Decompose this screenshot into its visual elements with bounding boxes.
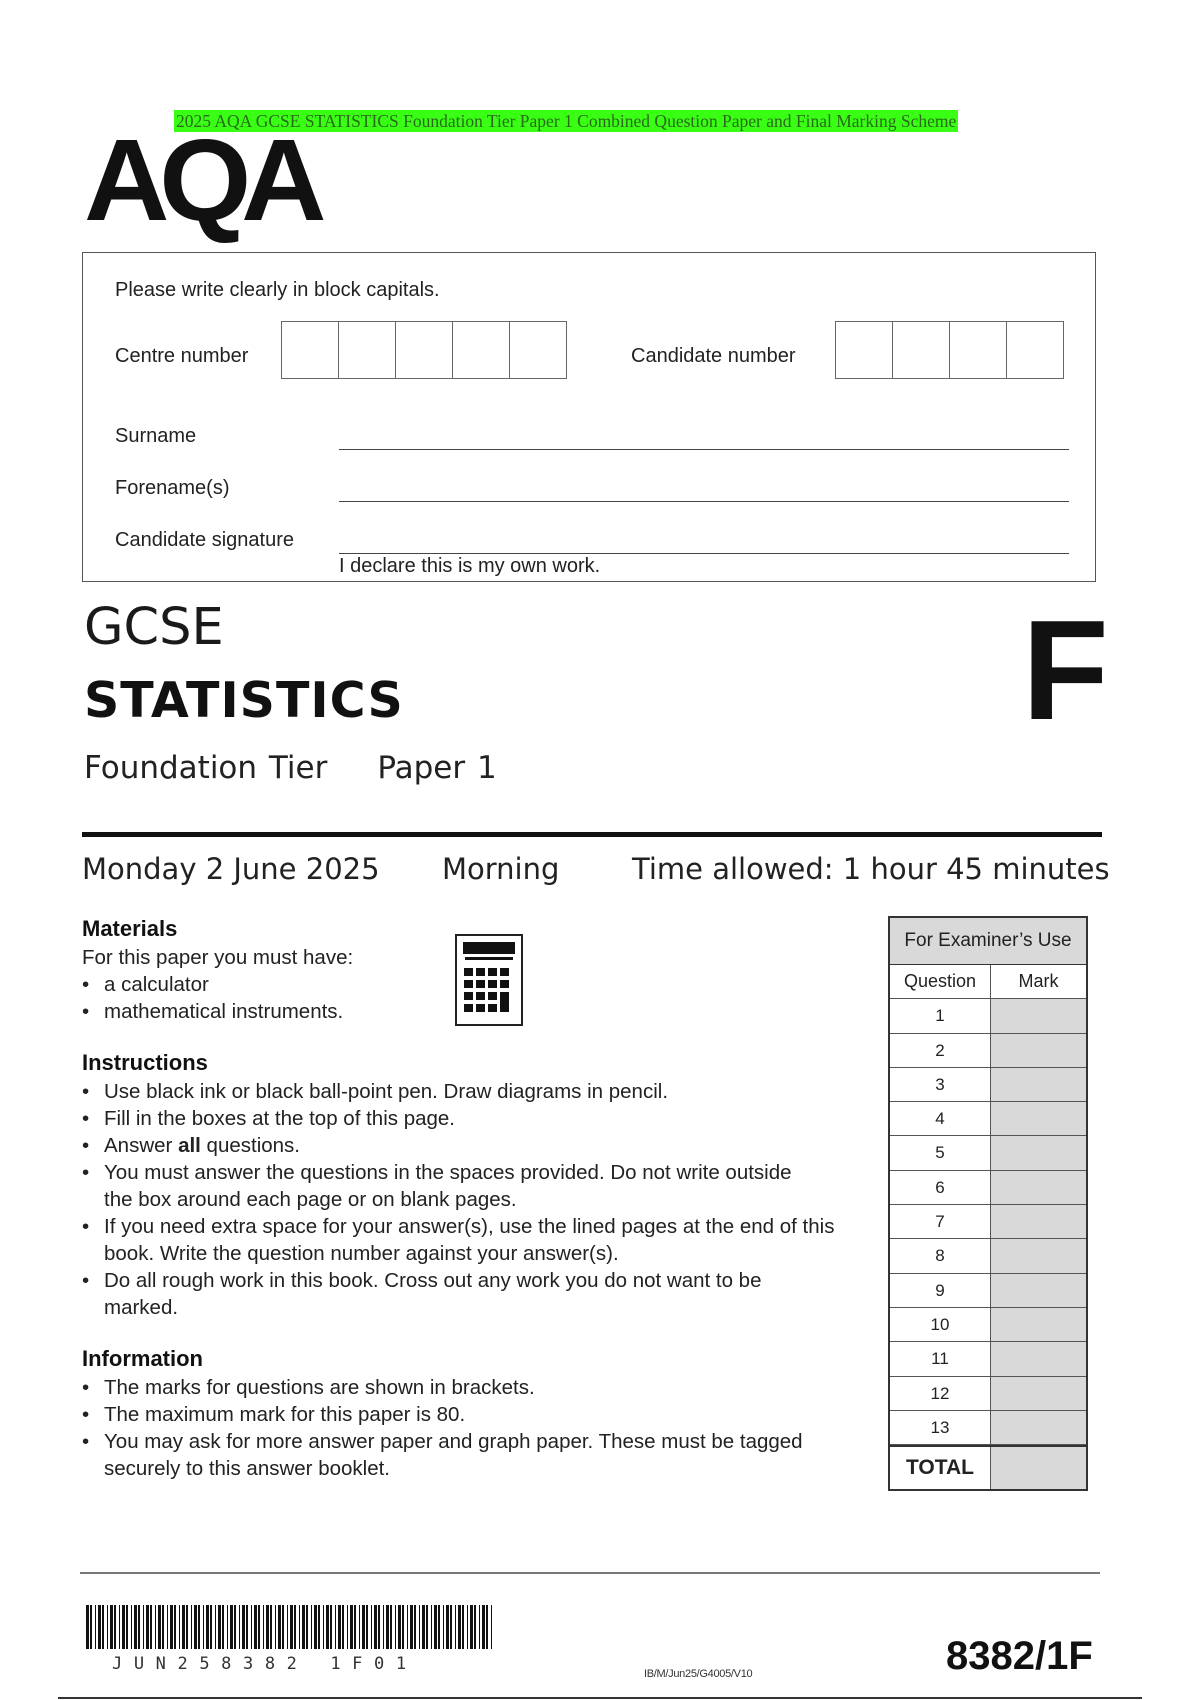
question-number-cell: 11 (890, 1342, 991, 1375)
table-row (890, 1171, 1086, 1205)
list-item: • Use black ink or black ball-point pen. Draw diagrams in pencil. (82, 1078, 862, 1105)
question-number-cell: 12 (890, 1377, 991, 1410)
barcode-bar (366, 1605, 368, 1649)
barcode-bar (234, 1605, 236, 1649)
barcode-bar (242, 1605, 245, 1649)
barcode-bar (194, 1605, 197, 1649)
time-allowed: Time allowed: 1 hour 45 minutes (632, 852, 1110, 886)
examiner-table-header (890, 965, 1086, 999)
barcode-bar (350, 1605, 353, 1649)
barcode-bar (482, 1605, 485, 1649)
tier-paper-line (84, 750, 497, 786)
barcode-bar (162, 1605, 164, 1649)
declaration-text: I declare this is my own work. (339, 555, 601, 577)
barcode-bar (287, 1605, 288, 1649)
barcode-bar (294, 1605, 296, 1649)
barcode-bar (182, 1605, 185, 1649)
barcode-bar (131, 1605, 132, 1649)
barcode-bar (302, 1605, 305, 1649)
barcode-bar (354, 1605, 356, 1649)
question-number-cell: 5 (890, 1136, 991, 1169)
barcode-bar (390, 1605, 392, 1649)
barcode-bar (218, 1605, 221, 1649)
centre-digit-box[interactable] (510, 322, 566, 378)
barcode-bar (402, 1605, 404, 1649)
barcode-bar (227, 1605, 228, 1649)
question-number-cell: 8 (890, 1239, 991, 1272)
barcode-bar (383, 1605, 384, 1649)
centre-digit-box[interactable] (339, 322, 396, 378)
candidate-digit-box[interactable] (893, 322, 950, 378)
barcode-bar (486, 1605, 488, 1649)
materials-list (82, 971, 442, 1025)
table-row (890, 1102, 1086, 1136)
barcode-bar (362, 1605, 365, 1649)
question-number-cell: 2 (890, 1034, 991, 1067)
barcode-bar (215, 1605, 216, 1649)
barcode-bar (179, 1605, 180, 1649)
table-row (890, 1239, 1086, 1273)
barcode-bar (434, 1605, 437, 1649)
information-heading: Information (82, 1346, 203, 1371)
barcode-bar (222, 1605, 224, 1649)
barcode-bar (150, 1605, 152, 1649)
barcode-bar (266, 1605, 269, 1649)
barcode-bar (114, 1605, 116, 1649)
signature-label: Candidate signature (115, 529, 295, 551)
barcode-bar (258, 1605, 260, 1649)
mark-cell (991, 1377, 1086, 1410)
subject-title: STATISTICS (84, 672, 404, 729)
mark-cell (991, 1205, 1086, 1238)
information-list (82, 1374, 842, 1482)
mark-cell (991, 1034, 1086, 1067)
barcode-bar (275, 1605, 276, 1649)
barcode-bar (359, 1605, 360, 1649)
mark-cell (991, 1136, 1086, 1169)
centre-digit-box[interactable] (396, 322, 453, 378)
barcode-bar (306, 1605, 308, 1649)
mark-cell (991, 1171, 1086, 1204)
barcode-bar (491, 1605, 492, 1649)
barcode-bar (239, 1605, 240, 1649)
barcode-bar (251, 1605, 252, 1649)
table-row (890, 1342, 1086, 1376)
list-item: • Fill in the boxes at the top of this page. (82, 1105, 862, 1132)
list-item: • mathematical instruments. (82, 998, 442, 1025)
list-item: • The marks for questions are shown in brackets. (82, 1374, 842, 1401)
barcode-bar (450, 1605, 452, 1649)
mark-cell (991, 1102, 1086, 1135)
barcode-bar (419, 1605, 420, 1649)
total-mark-cell (991, 1447, 1086, 1489)
list-item: • You may ask for more answer paper and graph paper. These must be tagged securely to this answer booklet. (82, 1428, 844, 1482)
aqa-logo: AQA (84, 115, 317, 245)
barcode-bar (371, 1605, 372, 1649)
barcode-bar (470, 1605, 473, 1649)
tier-letter: F (1022, 591, 1109, 750)
paper-code: 8382/1F (946, 1634, 1093, 1678)
table-row (890, 999, 1086, 1033)
total-row (890, 1445, 1086, 1489)
barcode-bar (458, 1605, 461, 1649)
exam-date: Monday 2 June 2025 (82, 852, 380, 886)
barcode-bar (126, 1605, 128, 1649)
barcode-bar (210, 1605, 212, 1649)
barcode-bar (254, 1605, 257, 1649)
examiner-table-title: For Examiner’s Use (890, 918, 1086, 965)
surname-field[interactable] (339, 449, 1069, 450)
barcode-bar (278, 1605, 281, 1649)
list-item: • If you need extra space for your answer(s), use the lined pages at the end of this book. Write the question number against your answer(s). (82, 1213, 862, 1267)
barcode-bar (170, 1605, 173, 1649)
mark-cell (991, 1239, 1086, 1272)
table-row (890, 1411, 1086, 1445)
question-column-header: Question (890, 965, 991, 998)
barcode (86, 1605, 498, 1657)
list-item: • Answer all questions. (82, 1132, 862, 1159)
barcode-bar (347, 1605, 348, 1649)
exam-session: Morning (442, 852, 560, 886)
question-number-cell: 10 (890, 1308, 991, 1341)
barcode-bar (138, 1605, 140, 1649)
barcode-bar (290, 1605, 293, 1649)
barcode-bar (438, 1605, 440, 1649)
barcode-bar (158, 1605, 161, 1649)
list-item: • Do all rough work in this book. Cross out any work you do not want to be marked. (82, 1267, 804, 1321)
examiner-use-table (888, 916, 1088, 1491)
list-item: • You must answer the questions in the spaces provided. Do not write outside the box around each page or on blank pages. (82, 1159, 804, 1213)
mark-cell (991, 1411, 1086, 1444)
mark-cell (991, 999, 1086, 1032)
document-reference: IB/M/Jun25/G4005/V10 (644, 1668, 753, 1680)
block-capitals-instruction: Please write clearly in block capitals. (115, 279, 440, 301)
question-number-cell: 3 (890, 1068, 991, 1101)
barcode-bar (146, 1605, 149, 1649)
barcode-bar (107, 1605, 108, 1649)
barcode-bar (155, 1605, 156, 1649)
barcode-bar (203, 1605, 204, 1649)
candidate-digit-box[interactable] (950, 322, 1007, 378)
barcode-bar (455, 1605, 456, 1649)
question-number-cell: 7 (890, 1205, 991, 1238)
list-item: • a calculator (82, 971, 442, 998)
barcode-bar (407, 1605, 408, 1649)
table-row (890, 1136, 1086, 1170)
barcode-bar (143, 1605, 144, 1649)
barcode-bar (270, 1605, 272, 1649)
question-number-cell: 6 (890, 1171, 991, 1204)
surname-label: Surname (115, 425, 197, 447)
mark-cell (991, 1308, 1086, 1341)
barcode-bar (174, 1605, 176, 1649)
barcode-text: JUN258382 1F01 (112, 1654, 418, 1674)
barcode-bar (191, 1605, 192, 1649)
barcode-bar (282, 1605, 284, 1649)
instructions-heading: Instructions (82, 1050, 208, 1075)
barcode-bar (395, 1605, 396, 1649)
materials-heading: Materials (82, 916, 178, 941)
barcode-bar (198, 1605, 200, 1649)
instructions-list (82, 1078, 862, 1321)
question-number-cell: 1 (890, 999, 991, 1032)
title-banner: 2025 AQA GCSE STATISTICS Foundation Tier Paper 1 Combined Question Paper and Final Marking Scheme (176, 111, 957, 131)
barcode-bar (414, 1605, 416, 1649)
barcode-bar (102, 1605, 104, 1649)
barcode-bar (122, 1605, 125, 1649)
barcode-bar (263, 1605, 264, 1649)
calculator-icon (455, 934, 523, 1026)
mark-cell (991, 1068, 1086, 1101)
centre-number-label: Centre number (115, 345, 249, 367)
barcode-bar (323, 1605, 324, 1649)
signature-field[interactable] (339, 553, 1069, 554)
forename-label: Forename(s) (115, 477, 230, 499)
table-row (890, 1308, 1086, 1342)
tier-label: Foundation Tier (84, 750, 328, 786)
barcode-bar (167, 1605, 168, 1649)
barcode-bar (230, 1605, 233, 1649)
barcode-bar (110, 1605, 113, 1649)
barcode-bar (326, 1605, 329, 1649)
barcode-bar (119, 1605, 120, 1649)
emphasis-word: all (178, 1134, 201, 1157)
barcode-bar (422, 1605, 425, 1649)
barcode-bar (479, 1605, 480, 1649)
footer-rule (80, 1572, 1100, 1574)
divider-rule (82, 832, 1102, 837)
candidate-number-field[interactable] (835, 321, 1064, 379)
mark-column-header: Mark (1018, 971, 1059, 991)
mark-cell (991, 1274, 1086, 1307)
barcode-bar (330, 1605, 332, 1649)
barcode-bar (443, 1605, 444, 1649)
barcode-bar (374, 1605, 377, 1649)
question-number-cell: 4 (890, 1102, 991, 1135)
barcode-bar (398, 1605, 401, 1649)
candidate-digit-box[interactable] (836, 322, 893, 378)
materials-intro: For this paper you must have: (82, 946, 354, 969)
barcode-bar (431, 1605, 432, 1649)
paper-label: Paper 1 (377, 750, 497, 786)
barcode-bar (86, 1605, 89, 1649)
barcode-bar (462, 1605, 464, 1649)
barcode-bar (299, 1605, 300, 1649)
barcode-bar (206, 1605, 209, 1649)
candidate-details-box (82, 252, 1096, 582)
question-number-cell: 9 (890, 1274, 991, 1307)
barcode-bar (338, 1605, 341, 1649)
barcode-bar (134, 1605, 137, 1649)
total-label: TOTAL (890, 1447, 991, 1489)
barcode-bar (335, 1605, 336, 1649)
barcode-bar (378, 1605, 380, 1649)
barcode-bar (314, 1605, 317, 1649)
page-base-rule (58, 1697, 1142, 1699)
barcode-bar (426, 1605, 428, 1649)
barcode-bar (186, 1605, 188, 1649)
barcode-bar (95, 1605, 96, 1649)
mark-cell (991, 1342, 1086, 1375)
table-row (890, 1274, 1086, 1308)
barcode-bar (410, 1605, 413, 1649)
barcode-bar (474, 1605, 476, 1649)
table-row (890, 1377, 1086, 1411)
centre-digit-box[interactable] (453, 322, 510, 378)
barcode-bar (246, 1605, 248, 1649)
centre-digit-box[interactable] (282, 322, 339, 378)
candidate-digit-box[interactable] (1007, 322, 1063, 378)
barcode-bar (318, 1605, 320, 1649)
barcode-bar (386, 1605, 389, 1649)
qualification-title: GCSE (84, 598, 224, 657)
candidate-number-label: Candidate number (631, 345, 796, 367)
barcode-bar (467, 1605, 468, 1649)
table-row (890, 1205, 1086, 1239)
question-number-cell: 13 (890, 1411, 991, 1444)
barcode-bar (342, 1605, 344, 1649)
barcode-bar (90, 1605, 92, 1649)
centre-number-field[interactable] (281, 321, 567, 379)
barcode-bar (98, 1605, 101, 1649)
list-item: • The maximum mark for this paper is 80. (82, 1401, 842, 1428)
barcode-bar (446, 1605, 449, 1649)
table-row (890, 1034, 1086, 1068)
barcode-bar (311, 1605, 312, 1649)
forename-field[interactable] (339, 501, 1069, 502)
table-row (890, 1068, 1086, 1102)
